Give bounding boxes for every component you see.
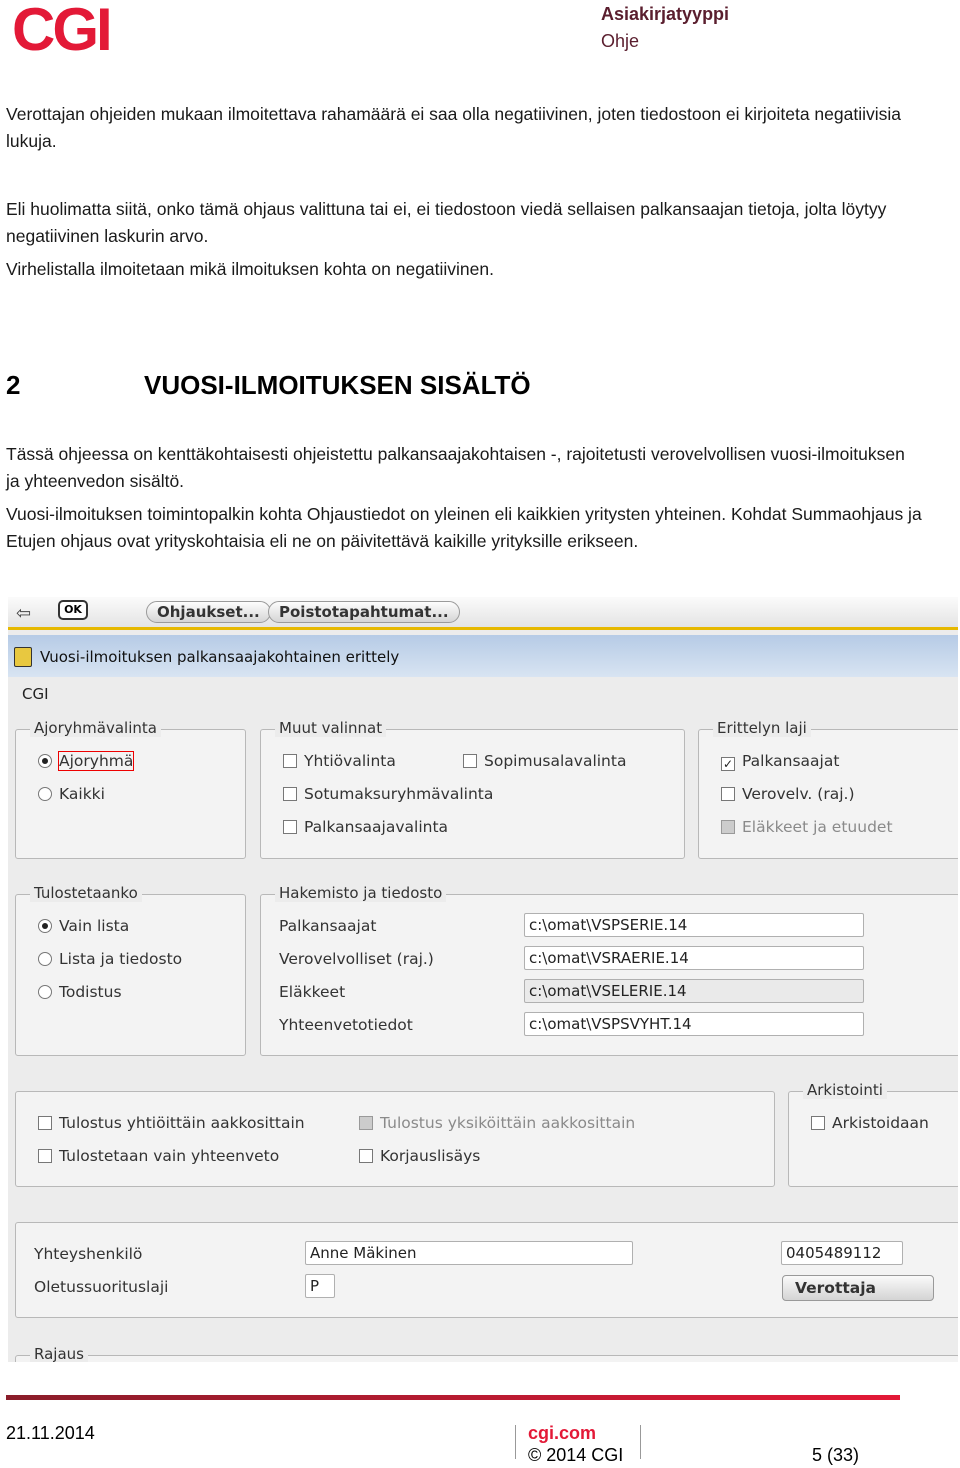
- document-subtype: Ohje: [601, 31, 640, 51]
- checkbox-elakkeet[interactable]: Eläkkeet ja etuudet: [721, 818, 893, 836]
- form-icon: [14, 647, 32, 667]
- checkbox-vain-yhteenveto[interactable]: Tulostetaan vain yhteenveto: [38, 1147, 279, 1165]
- application-screenshot: [8, 597, 958, 1362]
- checkbox-korjauslisays[interactable]: Korjauslisäys: [359, 1147, 480, 1165]
- label-oletussuorituslaji: Oletussuorituslaji: [34, 1278, 169, 1296]
- field-verovelvolliset-file[interactable]: c:\omat\VSRAERIE.14: [524, 946, 864, 970]
- group-title: Arkistointi: [803, 1081, 887, 1099]
- checkbox-verovelv[interactable]: Verovelv. (raj.): [721, 785, 855, 803]
- cgi-logo: CGI: [12, 0, 110, 63]
- paragraph-4: Tässä ohjeessa on kenttäkohtaisesti ohjeistettu palkansaajakohtaisen -, rajoitetusti verovelvollisen vuosi-ilmoituksen ja yhteenvedon sisältö.: [6, 444, 905, 491]
- field-palkansaajat-file[interactable]: c:\omat\VSPSERIE.14: [524, 913, 864, 937]
- label-palkansaajat: Palkansaajat: [279, 917, 377, 935]
- window-titlebar: [8, 635, 958, 677]
- poistotapahtumat-button[interactable]: Poistotapahtumat...: [268, 601, 460, 623]
- footer-copyright: © 2014 CGI: [528, 1445, 624, 1465]
- field-yhteenveto-file[interactable]: c:\omat\VSPSVYHT.14: [524, 1012, 864, 1036]
- footer-separator: [515, 1425, 516, 1459]
- field-phone[interactable]: 0405489112: [781, 1241, 903, 1265]
- footer-date: 21.11.2014: [6, 1423, 95, 1443]
- footer-separator: [640, 1425, 641, 1459]
- radio-lista-ja-tiedosto[interactable]: Lista ja tiedosto: [38, 950, 182, 968]
- group-contact: [15, 1222, 958, 1318]
- field-elakkeet-file[interactable]: c:\omat\VSELERIE.14: [524, 979, 864, 1003]
- verottaja-button[interactable]: Verottaja: [782, 1275, 934, 1301]
- label-elakkeet: Eläkkeet: [279, 983, 346, 1001]
- group-print-options: [15, 1091, 775, 1187]
- checkbox-tulostus-yhtioittain[interactable]: Tulostus yhtiöittäin aakkosittain: [38, 1114, 305, 1132]
- radio-kaikki[interactable]: Kaikki: [38, 785, 105, 803]
- section-title: VUOSI-ILMOITUKSEN SISÄLTÖ: [144, 370, 531, 400]
- checkbox-arkistoidaan[interactable]: Arkistoidaan: [811, 1114, 929, 1132]
- group-hakemisto-ja-tiedosto: [260, 884, 958, 1056]
- group-title: Tulostetaanko: [30, 884, 142, 902]
- field-yhteyshenkilo[interactable]: Anne Mäkinen: [305, 1241, 633, 1265]
- ok-button[interactable]: OK: [58, 600, 88, 620]
- field-oletussuorituslaji[interactable]: P: [305, 1274, 335, 1298]
- group-muut-valinnat: [260, 719, 685, 859]
- section-number: 2: [6, 370, 21, 400]
- paragraph-2: Eli huolimatta siitä, onko tämä ohjaus valittuna tai ei, ei tiedostoon viedä sellaisen palkansaajan tietoja, jolta löytyy negatiivinen laskurin arvo.: [6, 199, 887, 246]
- window-title: Vuosi-ilmoituksen palkansaajakohtainen erittely: [40, 648, 400, 666]
- paragraph-3: Virhelistalla ilmoitetaan mikä ilmoituksen kohta on negatiivinen.: [6, 259, 494, 279]
- checkbox-palkansaajat[interactable]: ✓ Palkansaajat: [722, 752, 840, 771]
- paragraph-5: Vuosi-ilmoituksen toimintopalkin kohta Ohjaustiedot on yleinen eli kaikkien yritysten yhteinen. Kohdat Summaohjaus ja Etujen ohjaus ovat yrityskohtaisia eli ne on päivitettävä kaikille yrityksille erikseen.: [6, 504, 922, 551]
- group-title: Erittelyn laji: [713, 719, 811, 737]
- label-yhteenvetotiedot: Yhteenvetotiedot: [279, 1016, 413, 1034]
- group-title: Ajoryhmävalinta: [30, 719, 161, 737]
- checkbox-sopimusalavalinta[interactable]: Sopimusalavalinta: [463, 752, 626, 770]
- group-rajaus: [15, 1345, 958, 1362]
- toolbar: [8, 597, 958, 630]
- ohjaukset-button[interactable]: Ohjaukset...: [146, 601, 271, 623]
- label-yhteyshenkilo: Yhteyshenkilö: [34, 1245, 143, 1263]
- radio-ajoryhma[interactable]: Ajoryhmä: [38, 752, 133, 770]
- radio-vain-lista[interactable]: Vain lista: [38, 917, 129, 935]
- footer-page-number: 5 (33): [812, 1445, 860, 1465]
- company-name: CGI: [22, 685, 49, 703]
- checkbox-yhtiovalinta[interactable]: Yhtiövalinta: [283, 752, 396, 770]
- group-ajoryhmavalinta: [15, 719, 246, 859]
- checkbox-tulostus-yksikoittain[interactable]: Tulostus yksiköittäin aakkosittain: [359, 1114, 635, 1132]
- group-erittelyn-laji: [698, 719, 958, 859]
- document-type: Asiakirjatyyppi: [601, 4, 730, 24]
- back-arrow-icon[interactable]: ⇦: [16, 603, 32, 624]
- group-title: Rajaus: [30, 1345, 88, 1362]
- footer-divider: [6, 1395, 900, 1400]
- group-tulostetaanko: [15, 884, 246, 1056]
- checkbox-sotumaksuryhmavalinta[interactable]: Sotumaksuryhmävalinta: [283, 785, 493, 803]
- group-title: Hakemisto ja tiedosto: [275, 884, 446, 902]
- footer-url[interactable]: cgi.com: [528, 1423, 597, 1443]
- label-verovelvolliset: Verovelvolliset (raj.): [279, 950, 434, 968]
- group-arkistointi: [788, 1081, 958, 1187]
- checkbox-palkansaajavalinta[interactable]: Palkansaajavalinta: [283, 818, 448, 836]
- group-title: Muut valinnat: [275, 719, 386, 737]
- paragraph-1: Verottajan ohjeiden mukaan ilmoitettava rahamäärä ei saa olla negatiivinen, joten tiedostoon ei kirjoiteta negatiivisia lukuja.: [6, 104, 901, 151]
- radio-todistus[interactable]: Todistus: [38, 983, 122, 1001]
